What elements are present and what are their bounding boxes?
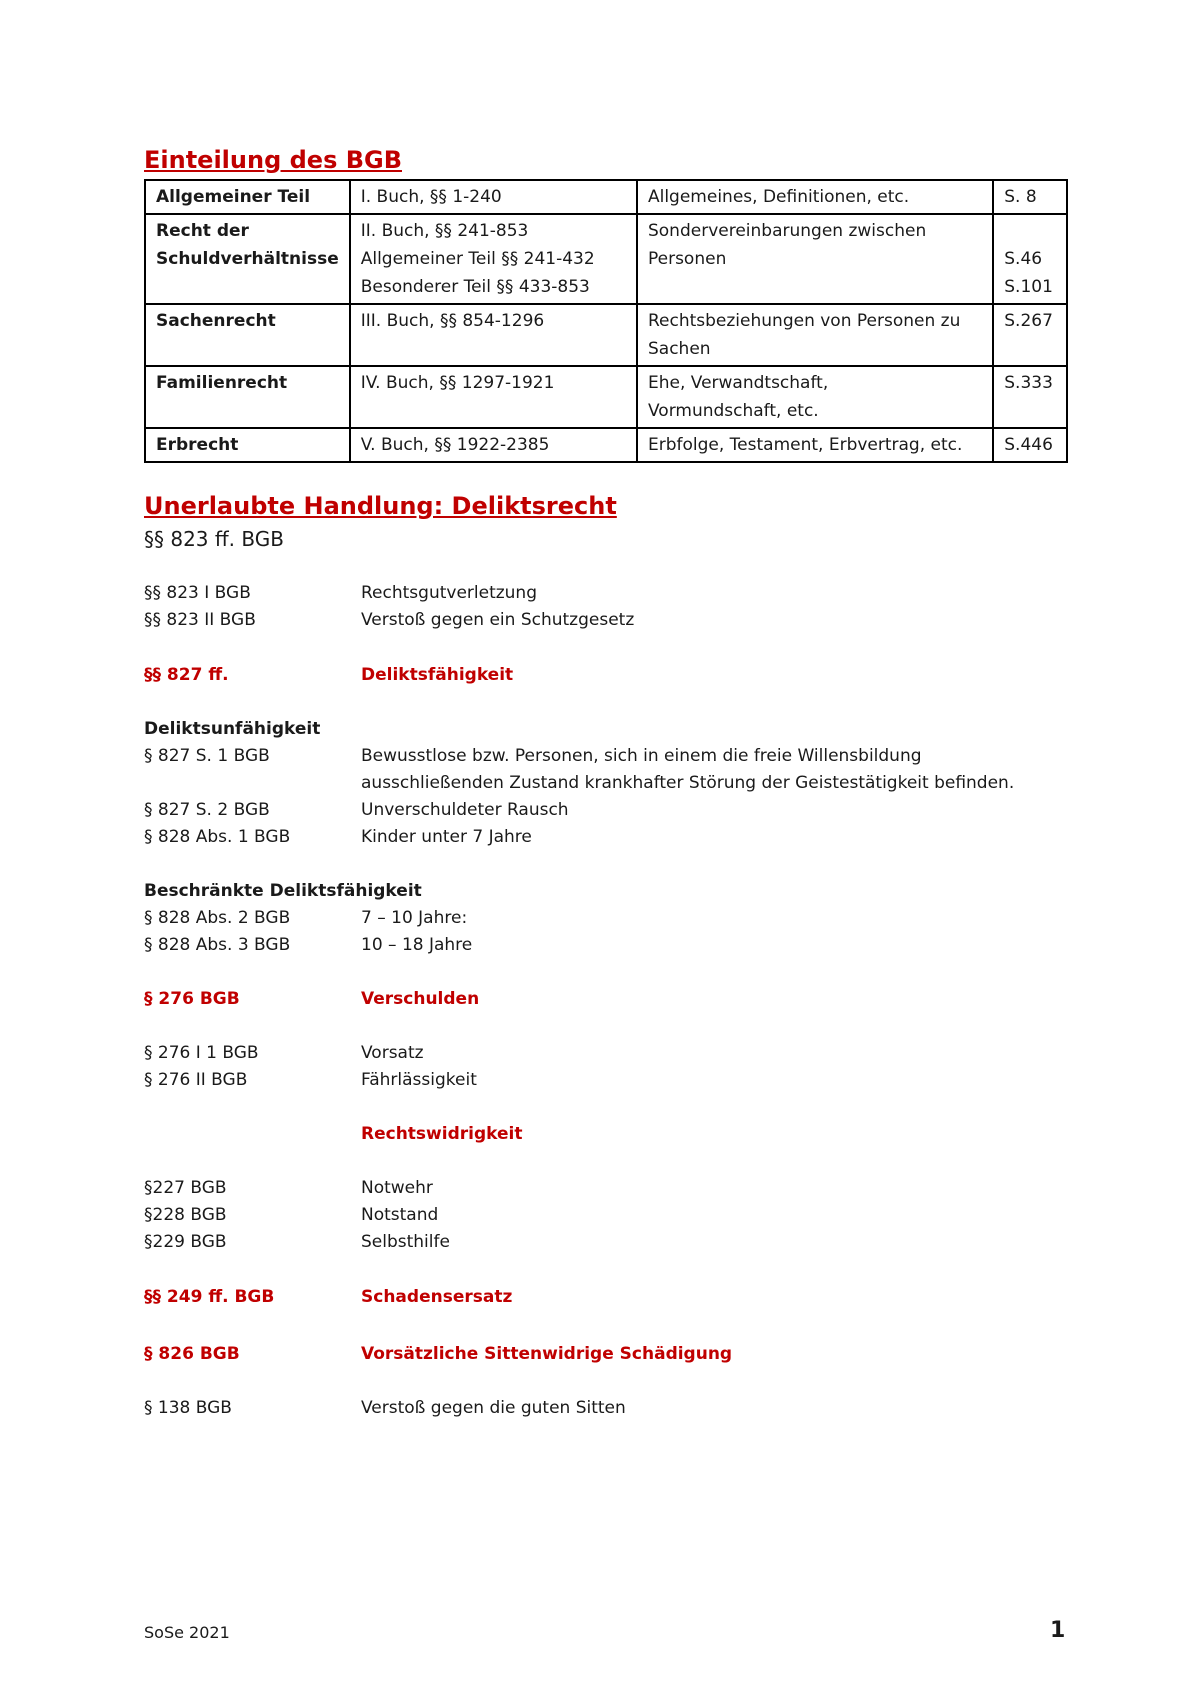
heading-text: Deliktsfähigkeit [361,665,514,685]
heading-ref: §§ 827 ff. [144,665,229,685]
norm-ref: §§ 823 I BGB [144,583,251,603]
book-range-cell [350,366,637,428]
norm-text: Notwehr [361,1178,433,1198]
norm-text: Bewusstlose bzw. Personen, sich in einem die freie Willensbildung [361,746,922,766]
section-subtitle: §§ 823 ff. BGB [144,527,284,551]
book-range-cell [350,304,637,366]
table-row [145,366,1067,428]
book-range-cell [350,214,637,304]
norm-ref: § 276 II BGB [144,1070,248,1090]
norm-text: 7 – 10 Jahre: [361,908,468,928]
norm-ref: §§ 823 II BGB [144,610,256,630]
norm-text: Verstoß gegen ein Schutzgesetz [361,610,635,630]
heading-text: Vorsätzliche Sittenwidrige Schädigung [361,1344,733,1364]
book-name-cell: Recht der Schuldverhältnisse [145,214,350,304]
table-row [145,428,1067,462]
book-range-cell [350,428,637,462]
norm-text: Fährlässigkeit [361,1070,477,1090]
norm-text: 10 – 18 Jahre [361,935,473,955]
norm-ref: § 828 Abs. 1 BGB [144,827,291,847]
table-row [145,180,1067,214]
cell-line: IV. Buch, §§ 1297-1921 [360,373,555,393]
book-page-cell [993,428,1067,462]
cell-line [1004,217,1056,245]
book-description-cell [637,180,993,214]
book-description-cell [637,366,993,428]
cell-line: Sachen [647,339,711,359]
cell-line: S.46 [1004,249,1043,269]
norm-ref: § 276 I 1 BGB [144,1043,259,1063]
table-row [145,214,1067,304]
cell-line: S.333 [1004,373,1053,393]
book-description-cell [637,214,993,304]
norm-ref: §229 BGB [144,1232,227,1252]
norm-text: Kinder unter 7 Jahre [361,827,532,847]
norm-ref: § 828 Abs. 3 BGB [144,935,291,955]
book-range-cell [350,180,637,214]
norm-ref: § 827 S. 1 BGB [144,746,270,766]
cell-line: Besonderer Teil §§ 433-853 [360,277,590,297]
norm-text: Rechtsgutverletzung [361,583,538,603]
norm-ref: §228 BGB [144,1205,227,1225]
cell-line: S.267 [1004,311,1053,331]
cell-line: Personen [647,249,727,269]
norm-text: Notstand [361,1205,439,1225]
cell-line: S.446 [1004,435,1053,455]
book-name-cell: Familienrecht [145,366,350,428]
book-page-cell [993,366,1067,428]
book-name-cell: Allgemeiner Teil [145,180,350,214]
footer-semester: SoSe 2021 [144,1623,230,1642]
book-name-cell: Sachenrecht [145,304,350,366]
norm-text-continued: ausschließenden Zustand krankhafter Störung der Geistestätigkeit befinden. [361,773,1015,793]
bgb-table [144,179,1068,463]
label-deliktsunfaehigkeit: Deliktsunfähigkeit [144,719,321,739]
cell-line: S. 8 [1004,187,1037,207]
cell-line: Erbfolge, Testament, Erbvertrag, etc. [647,435,963,455]
norm-text: Vorsatz [361,1043,424,1063]
book-page-cell [993,214,1067,304]
book-name-cell: Erbrecht [145,428,350,462]
cell-line: S.101 [1004,277,1053,297]
cell-line: Allgemeiner Teil §§ 241-432 [360,249,595,269]
book-description-cell [637,304,993,366]
section-title-deliktsrecht: Unerlaubte Handlung: Deliktsrecht [144,492,617,520]
cell-line: II. Buch, §§ 241-853 [360,221,529,241]
cell-line: Allgemeines, Definitionen, etc. [647,187,910,207]
norm-text: Selbsthilfe [361,1232,450,1252]
norm-ref: §227 BGB [144,1178,227,1198]
cell-line: V. Buch, §§ 1922-2385 [360,435,550,455]
cell-line: I. Buch, §§ 1-240 [360,187,502,207]
norm-ref: § 828 Abs. 2 BGB [144,908,291,928]
label-beschraenkte-deliktsfaehigkeit: Beschränkte Deliktsfähigkeit [144,881,422,901]
cell-line: Sondervereinbarungen zwischen [647,221,927,241]
page-number: 1 [1050,1618,1066,1643]
cell-line: Rechtsbeziehungen von Personen zu [647,311,961,331]
cell-line: Vormundschaft, etc. [647,401,819,421]
book-page-cell [993,180,1067,214]
heading-text: Schadensersatz [361,1287,513,1307]
heading-ref: § 276 BGB [144,989,240,1009]
norm-ref: § 138 BGB [144,1398,232,1418]
cell-line: III. Buch, §§ 854-1296 [360,311,545,331]
book-page-cell [993,304,1067,366]
book-description-cell [637,428,993,462]
norm-text: Verstoß gegen die guten Sitten [361,1398,626,1418]
norm-ref: § 827 S. 2 BGB [144,800,270,820]
heading-ref: §§ 249 ff. BGB [144,1287,275,1307]
heading-ref: § 826 BGB [144,1344,240,1364]
norm-text: Unverschuldeter Rausch [361,800,569,820]
table-row [145,304,1067,366]
heading-text: Verschulden [361,989,480,1009]
cell-line: Ehe, Verwandtschaft, [647,373,829,393]
heading-text: Rechtswidrigkeit [361,1124,523,1144]
section-title-einteilung: Einteilung des BGB [144,146,402,174]
